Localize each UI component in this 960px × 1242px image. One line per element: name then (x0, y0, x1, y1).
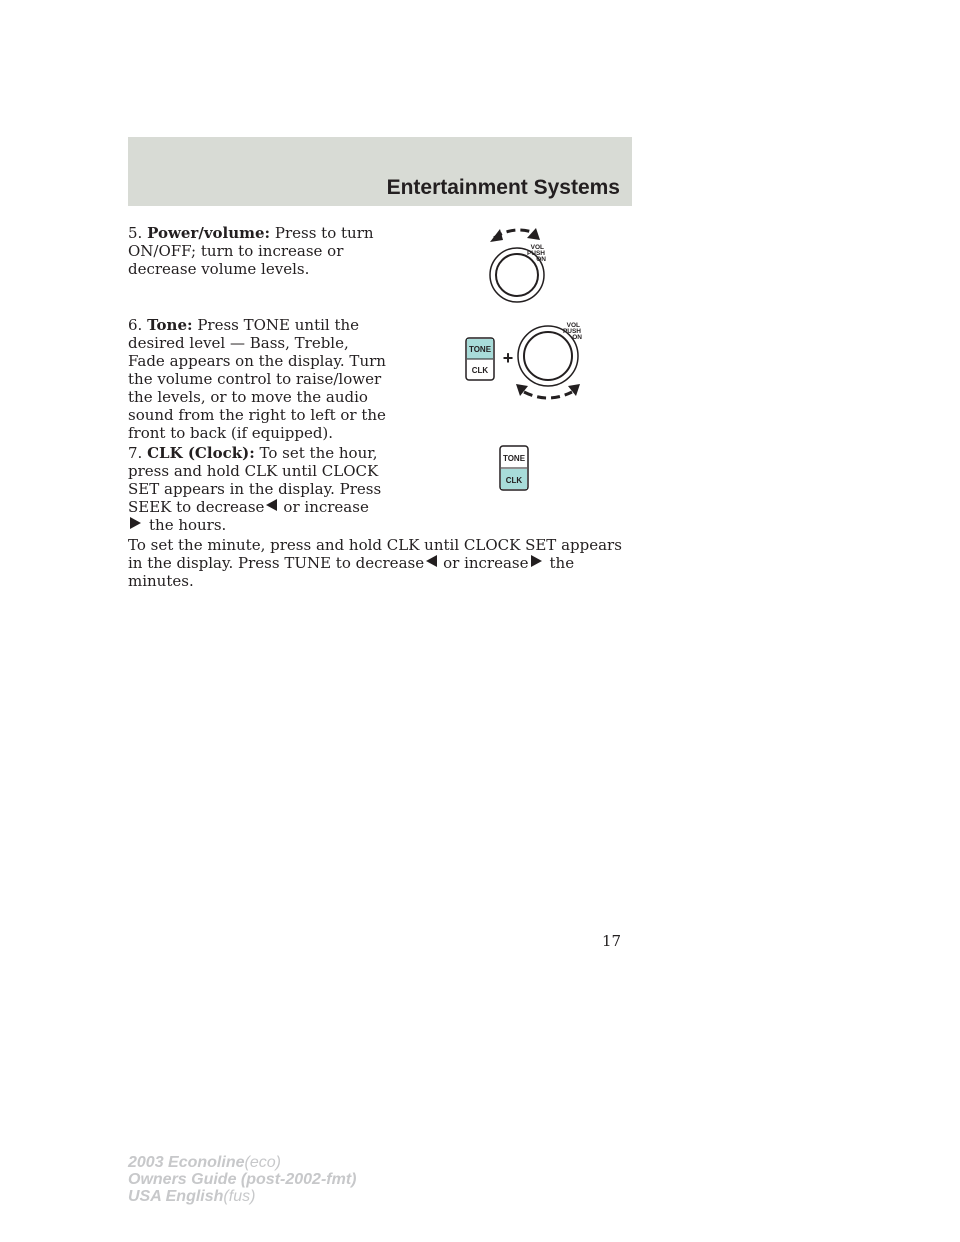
item-text: the hours. (149, 516, 227, 534)
item-number: 5. (128, 224, 143, 242)
decrease-arrow-icon (266, 499, 277, 511)
footer-language: USA English (128, 1188, 224, 1205)
minute-paragraph (128, 536, 638, 590)
knob-icon (524, 332, 572, 380)
item-term: Tone: (147, 316, 193, 334)
plus-sign: + (502, 348, 514, 368)
increase-arrow-icon (531, 555, 542, 567)
knob-label-vol: VOL (530, 244, 544, 251)
volume-knob-figure (470, 222, 570, 304)
rotate-left-arrow-icon (490, 229, 503, 242)
knob-label-push: PUSH (526, 250, 545, 257)
knob-label-on: ON (572, 334, 582, 341)
section-title: Entertainment Systems (386, 176, 620, 199)
tone-button-label: TONE (468, 345, 492, 354)
item-tone (128, 316, 390, 442)
paragraph-text: the minutes. (128, 554, 575, 590)
footer-line-guide (128, 1171, 356, 1188)
knob-label-vol: VOL (566, 322, 580, 329)
item-term: CLK (Clock): (147, 444, 255, 462)
item-term: Power/volume: (147, 224, 271, 242)
item-text: Press to turn ON/OFF; turn to increase or decrease volume levels. (128, 224, 374, 278)
item-number: 6. (128, 316, 143, 334)
paragraph-text: To set the minute, press and hold CLK until CLOCK SET appears in the display. Press TUNE to decrease (128, 536, 622, 572)
tone-button-label: TONE (502, 454, 526, 463)
clk-button-label: CLK (505, 476, 523, 485)
footer-language-code: (fus) (223, 1188, 256, 1205)
rotation-arc (524, 392, 572, 398)
page-number: 17 (602, 932, 622, 950)
knob-label-on: ON (536, 256, 546, 263)
footer-model: 2003 Econoline (128, 1154, 245, 1171)
clock-button-figure (494, 442, 534, 494)
item-number: 7. (128, 444, 143, 462)
document-footer (128, 1154, 356, 1205)
footer-model-code: (eco) (244, 1154, 281, 1171)
item-text: Press TONE until the desired level — Bass, Treble, Fade appears on the display. Turn the volume control to raise/lower the levels, or to move the audio sound from the right to left or the front to back (if equipped). (128, 316, 386, 442)
footer-line-model (128, 1154, 356, 1171)
tone-volume-figure (462, 314, 594, 406)
clk-button-label: CLK (471, 366, 489, 375)
item-text: or increase (283, 498, 369, 516)
item-power-volume (128, 224, 390, 278)
knob-icon (496, 254, 538, 296)
knob-label-push: PUSH (562, 328, 581, 335)
footer-guide: Owners Guide (post-2002-fmt) (128, 1171, 357, 1188)
decrease-arrow-icon (426, 555, 437, 567)
paragraph-text: or increase (443, 554, 529, 572)
footer-line-language (128, 1188, 356, 1205)
section-header (128, 137, 632, 206)
item-text: To set the hour, press and hold CLK until CLOCK SET appears in the display. Press SEEK to decrease (128, 444, 382, 516)
item-clock (128, 444, 390, 534)
increase-arrow-icon (130, 517, 141, 529)
